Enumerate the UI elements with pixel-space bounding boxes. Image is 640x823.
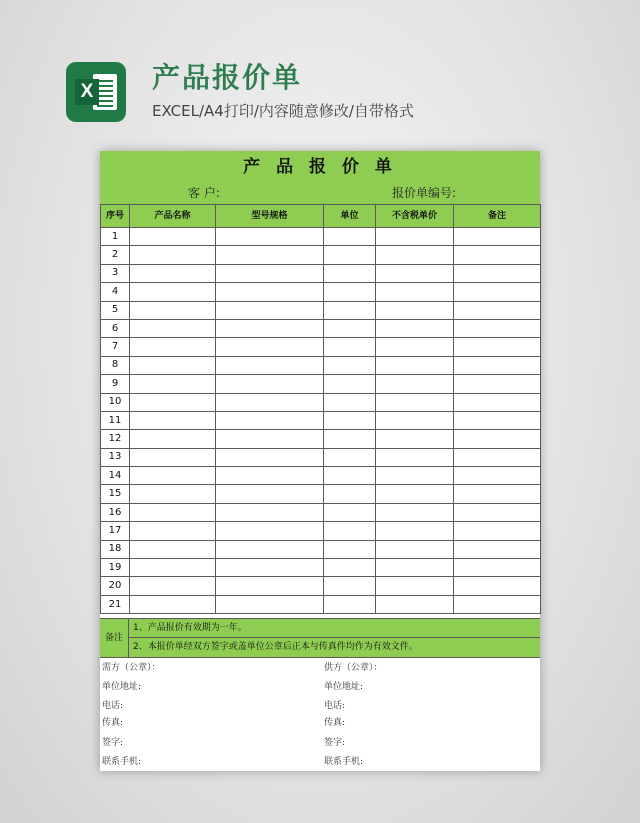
table-cell[interactable] bbox=[324, 228, 376, 246]
table-cell[interactable] bbox=[454, 595, 541, 613]
table-row bbox=[101, 577, 541, 595]
table-cell[interactable] bbox=[454, 448, 541, 466]
table-cell[interactable] bbox=[130, 485, 216, 503]
row-number: 14 bbox=[101, 467, 130, 485]
table-cell[interactable] bbox=[216, 411, 324, 429]
table-cell[interactable] bbox=[324, 540, 376, 558]
buyer-mobile-label: 联系手机: bbox=[102, 757, 142, 767]
table-row bbox=[101, 393, 541, 411]
table-row bbox=[101, 246, 541, 264]
table-cell[interactable] bbox=[130, 577, 216, 595]
row-number: 4 bbox=[101, 283, 130, 301]
table-cell[interactable] bbox=[216, 228, 324, 246]
table-cell[interactable] bbox=[216, 540, 324, 558]
table-row bbox=[101, 264, 541, 282]
table-cell[interactable] bbox=[454, 503, 541, 521]
buyer-fax-label: 传真: bbox=[102, 718, 124, 728]
table-cell[interactable] bbox=[130, 540, 216, 558]
table-cell[interactable] bbox=[454, 467, 541, 485]
table-cell[interactable] bbox=[130, 503, 216, 521]
table-cell[interactable] bbox=[324, 595, 376, 613]
notes-section bbox=[100, 618, 540, 658]
table-cell[interactable] bbox=[216, 522, 324, 540]
customer-label: 客 户: bbox=[188, 186, 220, 200]
table-cell[interactable] bbox=[454, 283, 541, 301]
row-number: 1 bbox=[101, 228, 130, 246]
row-number: 8 bbox=[101, 356, 130, 374]
excel-x-mark: X bbox=[75, 79, 99, 105]
table-cell[interactable] bbox=[324, 283, 376, 301]
table-cell[interactable] bbox=[130, 283, 216, 301]
table-cell[interactable] bbox=[454, 264, 541, 282]
table-cell[interactable] bbox=[130, 375, 216, 393]
table-cell[interactable] bbox=[130, 319, 216, 337]
table-cell[interactable] bbox=[376, 485, 454, 503]
table-cell[interactable] bbox=[376, 411, 454, 429]
table-cell[interactable] bbox=[376, 577, 454, 595]
quote-number-label: 报价单编号: bbox=[392, 186, 457, 200]
table-cell[interactable] bbox=[454, 540, 541, 558]
table-row bbox=[101, 228, 541, 246]
table-cell[interactable] bbox=[130, 595, 216, 613]
table-cell[interactable] bbox=[324, 264, 376, 282]
table-cell[interactable] bbox=[376, 393, 454, 411]
table-cell[interactable] bbox=[376, 319, 454, 337]
table-cell[interactable] bbox=[216, 283, 324, 301]
page-title: 产品报价单 bbox=[152, 61, 303, 94]
table-cell[interactable] bbox=[454, 375, 541, 393]
table-cell[interactable] bbox=[376, 375, 454, 393]
table-cell[interactable] bbox=[216, 503, 324, 521]
table-cell[interactable] bbox=[324, 448, 376, 466]
table-cell[interactable] bbox=[216, 246, 324, 264]
table-cell[interactable] bbox=[216, 319, 324, 337]
supplier-phone-label: 电话: bbox=[324, 701, 346, 711]
table-cell[interactable] bbox=[216, 356, 324, 374]
table-cell[interactable] bbox=[376, 430, 454, 448]
row-number: 9 bbox=[101, 375, 130, 393]
row-number: 6 bbox=[101, 319, 130, 337]
form-title: 产 品 报 价 单 bbox=[243, 157, 397, 177]
table-row bbox=[101, 375, 541, 393]
table-row bbox=[101, 448, 541, 466]
table-cell[interactable] bbox=[216, 559, 324, 577]
row-number: 20 bbox=[101, 577, 130, 595]
table-cell[interactable] bbox=[324, 559, 376, 577]
table-cell[interactable] bbox=[216, 375, 324, 393]
table-cell[interactable] bbox=[216, 301, 324, 319]
table-cell[interactable] bbox=[454, 577, 541, 595]
table-cell[interactable] bbox=[130, 264, 216, 282]
table-row bbox=[101, 503, 541, 521]
table-row bbox=[101, 467, 541, 485]
table-cell[interactable] bbox=[216, 595, 324, 613]
supplier-party-label: 供方（公章）： bbox=[324, 663, 383, 673]
buyer-sign-label: 签字: bbox=[102, 738, 124, 748]
table-cell[interactable] bbox=[130, 356, 216, 374]
table-row bbox=[101, 430, 541, 448]
table-cell[interactable] bbox=[324, 319, 376, 337]
table-cell[interactable] bbox=[130, 522, 216, 540]
table-row bbox=[101, 595, 541, 613]
row-number: 18 bbox=[101, 540, 130, 558]
table-cell[interactable] bbox=[376, 264, 454, 282]
notes-label: 备注 bbox=[100, 619, 129, 657]
table-cell[interactable] bbox=[324, 338, 376, 356]
table-cell[interactable] bbox=[324, 246, 376, 264]
table-cell[interactable] bbox=[454, 411, 541, 429]
table-cell[interactable] bbox=[376, 503, 454, 521]
row-number: 16 bbox=[101, 503, 130, 521]
table-cell[interactable] bbox=[324, 393, 376, 411]
table-row bbox=[101, 283, 541, 301]
table-cell[interactable] bbox=[324, 430, 376, 448]
buyer-party-label: 需方（公章）： bbox=[102, 663, 161, 673]
quotation-sheet bbox=[100, 151, 540, 771]
table-cell[interactable] bbox=[130, 246, 216, 264]
table-cell[interactable] bbox=[130, 301, 216, 319]
table-row bbox=[101, 411, 541, 429]
table-cell[interactable] bbox=[216, 393, 324, 411]
table-cell[interactable] bbox=[216, 338, 324, 356]
table-cell[interactable] bbox=[376, 467, 454, 485]
table-cell[interactable] bbox=[324, 485, 376, 503]
column-header: 不含税单价 bbox=[376, 205, 454, 228]
table-cell[interactable] bbox=[376, 246, 454, 264]
table-cell[interactable] bbox=[376, 595, 454, 613]
table-cell[interactable] bbox=[130, 411, 216, 429]
form-header bbox=[100, 151, 540, 204]
table-row bbox=[101, 356, 541, 374]
row-number: 15 bbox=[101, 485, 130, 503]
row-number: 12 bbox=[101, 430, 130, 448]
column-header: 备注 bbox=[454, 205, 541, 228]
table-header-row bbox=[101, 205, 541, 228]
row-number: 13 bbox=[101, 448, 130, 466]
table-cell[interactable] bbox=[130, 228, 216, 246]
column-header: 产品名称 bbox=[130, 205, 216, 228]
table-cell[interactable] bbox=[376, 559, 454, 577]
table-cell[interactable] bbox=[130, 430, 216, 448]
table-cell[interactable] bbox=[376, 522, 454, 540]
row-number: 2 bbox=[101, 246, 130, 264]
row-number: 10 bbox=[101, 393, 130, 411]
table-cell[interactable] bbox=[454, 559, 541, 577]
supplier-address-label: 单位地址: bbox=[324, 682, 364, 692]
supplier-fax-label: 传真: bbox=[324, 718, 346, 728]
table-cell[interactable] bbox=[324, 356, 376, 374]
table-cell[interactable] bbox=[324, 375, 376, 393]
table-cell[interactable] bbox=[324, 503, 376, 521]
row-number: 11 bbox=[101, 411, 130, 429]
row-number: 7 bbox=[101, 338, 130, 356]
table-cell[interactable] bbox=[454, 301, 541, 319]
table-cell[interactable] bbox=[376, 283, 454, 301]
table-cell[interactable] bbox=[454, 485, 541, 503]
row-number: 3 bbox=[101, 264, 130, 282]
table-cell[interactable] bbox=[130, 448, 216, 466]
column-header: 序号 bbox=[101, 205, 130, 228]
items-table bbox=[100, 204, 541, 614]
note-line: 1、产品报价有效期为一年。 bbox=[129, 619, 540, 638]
table-cell[interactable] bbox=[216, 467, 324, 485]
table-cell[interactable] bbox=[130, 559, 216, 577]
table-cell[interactable] bbox=[454, 430, 541, 448]
table-cell[interactable] bbox=[324, 301, 376, 319]
table-cell[interactable] bbox=[324, 411, 376, 429]
table-row bbox=[101, 522, 541, 540]
table-row bbox=[101, 301, 541, 319]
table-cell[interactable] bbox=[454, 228, 541, 246]
excel-icon bbox=[66, 62, 126, 122]
buyer-address-label: 单位地址: bbox=[102, 682, 142, 692]
supplier-mobile-label: 联系手机: bbox=[324, 757, 364, 767]
column-header: 型号规格 bbox=[216, 205, 324, 228]
table-row bbox=[101, 559, 541, 577]
table-cell[interactable] bbox=[324, 522, 376, 540]
column-header: 单位 bbox=[324, 205, 376, 228]
table-row bbox=[101, 540, 541, 558]
row-number: 21 bbox=[101, 595, 130, 613]
supplier-sign-label: 签字: bbox=[324, 738, 346, 748]
table-cell[interactable] bbox=[376, 338, 454, 356]
table-cell[interactable] bbox=[454, 356, 541, 374]
row-number: 19 bbox=[101, 559, 130, 577]
table-cell[interactable] bbox=[324, 577, 376, 595]
table-row bbox=[101, 485, 541, 503]
table-cell[interactable] bbox=[216, 430, 324, 448]
table-cell[interactable] bbox=[130, 467, 216, 485]
table-cell[interactable] bbox=[454, 319, 541, 337]
table-cell[interactable] bbox=[454, 393, 541, 411]
row-number: 5 bbox=[101, 301, 130, 319]
buyer-phone-label: 电话: bbox=[102, 701, 124, 711]
note-line: 2、本报价单经双方签字或盖单位公章后正本与传真件均作为有效文件。 bbox=[133, 642, 418, 652]
table-cell[interactable] bbox=[130, 393, 216, 411]
table-cell[interactable] bbox=[454, 246, 541, 264]
table-cell[interactable] bbox=[376, 356, 454, 374]
table-cell[interactable] bbox=[130, 338, 216, 356]
page-subtitle: EXCEL/A4打印/内容随意修改/自带格式 bbox=[152, 102, 414, 120]
table-cell[interactable] bbox=[454, 338, 541, 356]
table-cell[interactable] bbox=[376, 448, 454, 466]
table-cell[interactable] bbox=[324, 467, 376, 485]
table-cell[interactable] bbox=[376, 540, 454, 558]
table-cell[interactable] bbox=[454, 522, 541, 540]
table-cell[interactable] bbox=[216, 577, 324, 595]
table-row bbox=[101, 319, 541, 337]
table-cell[interactable] bbox=[216, 264, 324, 282]
table-cell[interactable] bbox=[376, 301, 454, 319]
table-cell[interactable] bbox=[376, 228, 454, 246]
table-cell[interactable] bbox=[216, 448, 324, 466]
table-cell[interactable] bbox=[216, 485, 324, 503]
row-number: 17 bbox=[101, 522, 130, 540]
table-row bbox=[101, 338, 541, 356]
